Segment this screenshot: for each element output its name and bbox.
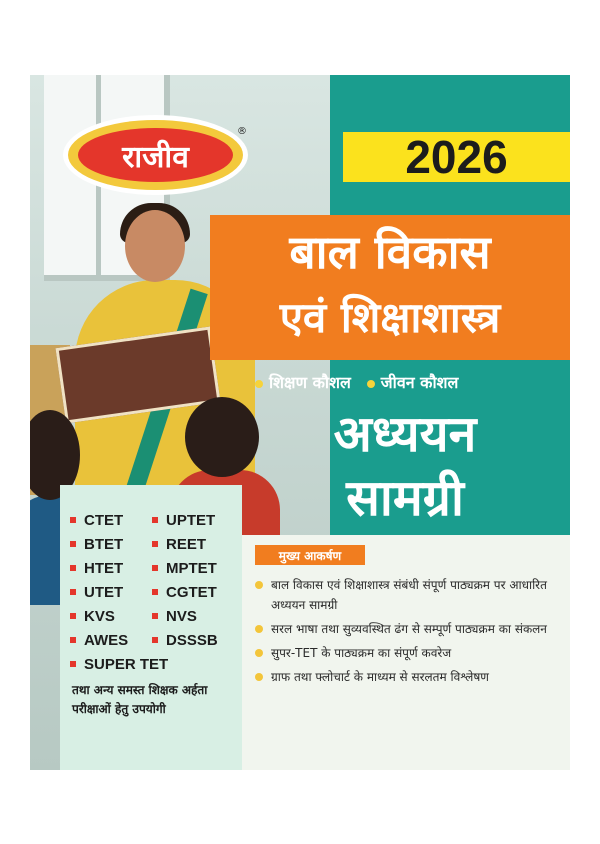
bullet-icon: [255, 649, 263, 657]
exam-item: KVS: [70, 607, 152, 625]
teacher-face-image: [125, 210, 185, 282]
square-bullet-icon: [70, 565, 76, 571]
exam-item: SUPER TET: [70, 655, 252, 673]
square-bullet-icon: [152, 589, 158, 595]
exam-item: HTET: [70, 559, 152, 577]
subtitle-line-1: अध्ययन: [333, 405, 477, 463]
feature-item: बाल विकास एवं शिक्षाशास्त्र संबंधी संपूर्ण पाठ्यक्रम पर आधारित अध्ययन सामग्री: [255, 575, 555, 615]
exam-item: NVS: [152, 607, 252, 625]
skill-item: जीवन कौशल: [367, 371, 459, 393]
exam-item: MPTET: [152, 559, 252, 577]
book-title-line-2: एवं शिक्षाशास्त्र: [279, 293, 501, 342]
exam-list: [70, 511, 270, 673]
square-bullet-icon: [70, 637, 76, 643]
child-head-image: [185, 397, 259, 477]
square-bullet-icon: [70, 541, 76, 547]
skill-item: शिक्षण कौशल: [255, 371, 351, 393]
square-bullet-icon: [70, 661, 76, 667]
exam-item: AWES: [70, 631, 152, 649]
bullet-icon: [255, 581, 263, 589]
square-bullet-icon: [70, 517, 76, 523]
features-heading: मुख्य आकर्षण: [255, 545, 365, 565]
square-bullet-icon: [152, 517, 158, 523]
exam-item: BTET: [70, 535, 152, 553]
book-title-line-1: बाल विकास: [289, 225, 491, 279]
square-bullet-icon: [152, 637, 158, 643]
logo-text: राजीव: [122, 139, 189, 175]
exam-item: CTET: [70, 511, 152, 529]
publisher-logo: [68, 120, 243, 190]
square-bullet-icon: [152, 541, 158, 547]
feature-item: ग्राफ तथा फ्लोचार्ट के माध्यम से सरलतम विश्लेषण: [255, 667, 555, 687]
square-bullet-icon: [152, 565, 158, 571]
square-bullet-icon: [152, 613, 158, 619]
bullet-icon: [255, 380, 263, 388]
logo-badge: [78, 128, 233, 182]
exam-item: REET: [152, 535, 252, 553]
book-cover: [30, 75, 570, 770]
square-bullet-icon: [70, 613, 76, 619]
edition-year: 2026: [343, 132, 570, 182]
exam-item: DSSSB: [152, 631, 252, 649]
exam-item: UTET: [70, 583, 152, 601]
exam-item: UPTET: [152, 511, 252, 529]
bullet-icon: [255, 673, 263, 681]
features-list: [255, 575, 555, 691]
bullet-icon: [255, 625, 263, 633]
subtitle-line-2: सामग्री: [346, 469, 464, 527]
skills-row: [255, 371, 555, 393]
exam-note: तथा अन्य समस्त शिक्षक अर्हता परीक्षाओं हेतु उपयोगी: [72, 683, 208, 716]
feature-item: सरल भाषा तथा सुव्यवस्थित ढंग से सम्पूर्ण पाठ्यक्रम का संकलन: [255, 619, 555, 639]
exam-item: CGTET: [152, 583, 252, 601]
feature-item: सुपर-TET के पाठ्यक्रम का संपूर्ण कवरेज: [255, 643, 555, 663]
registered-mark: ®: [237, 126, 247, 137]
bullet-icon: [367, 380, 375, 388]
square-bullet-icon: [70, 589, 76, 595]
